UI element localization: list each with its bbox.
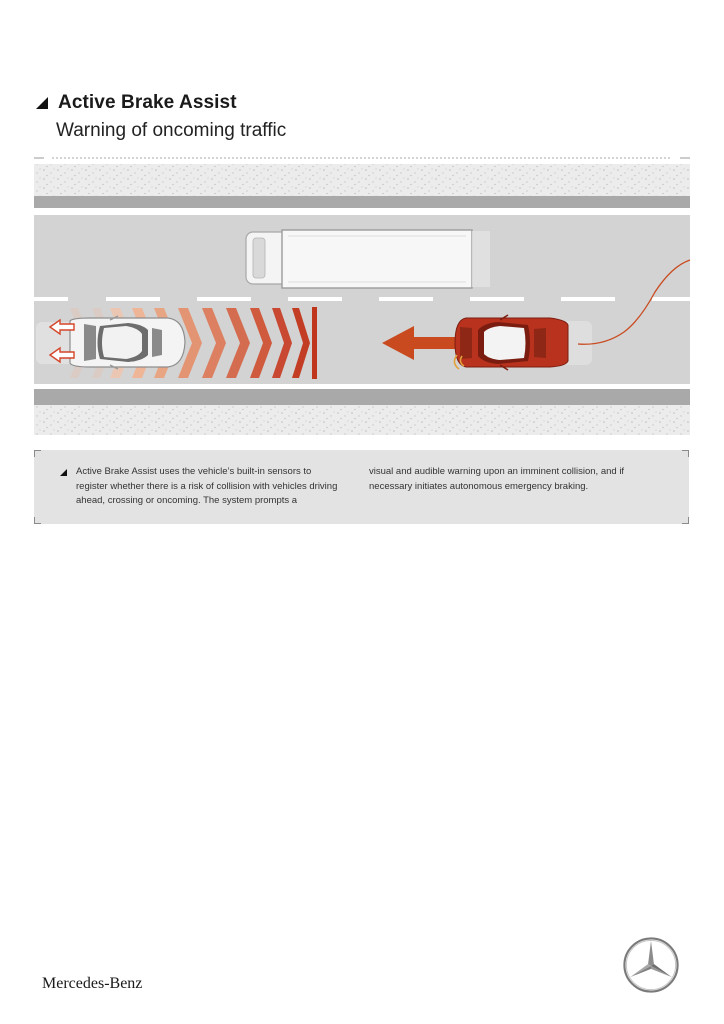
page-title: Active Brake Assist: [58, 92, 237, 113]
triangle-marker-icon: [34, 95, 50, 111]
brand-wordmark: Mercedes-Benz: [42, 975, 143, 992]
kerb-bottom: [34, 389, 690, 405]
description-column-1: Active Brake Assist uses the vehicle’s built-in sensors to register whether there is a risk of collision with vehicles driving ahead, crossing or oncoming. The system prompts a: [76, 466, 338, 506]
page-subtitle: Warning of oncoming traffic: [56, 120, 287, 141]
triangle-marker-icon: [60, 469, 67, 476]
traffic-scene-illustration: [0, 150, 724, 450]
description-box: [34, 450, 689, 524]
description-column-2: visual and audible warning upon an imminent collision, and if necessary initiates autonomous emergency braking.: [369, 466, 625, 492]
oncoming-car: [455, 315, 592, 370]
truck: [246, 230, 490, 288]
heading: [34, 92, 237, 114]
kerb-top: [34, 196, 690, 208]
mercedes-star-icon: [622, 936, 680, 994]
